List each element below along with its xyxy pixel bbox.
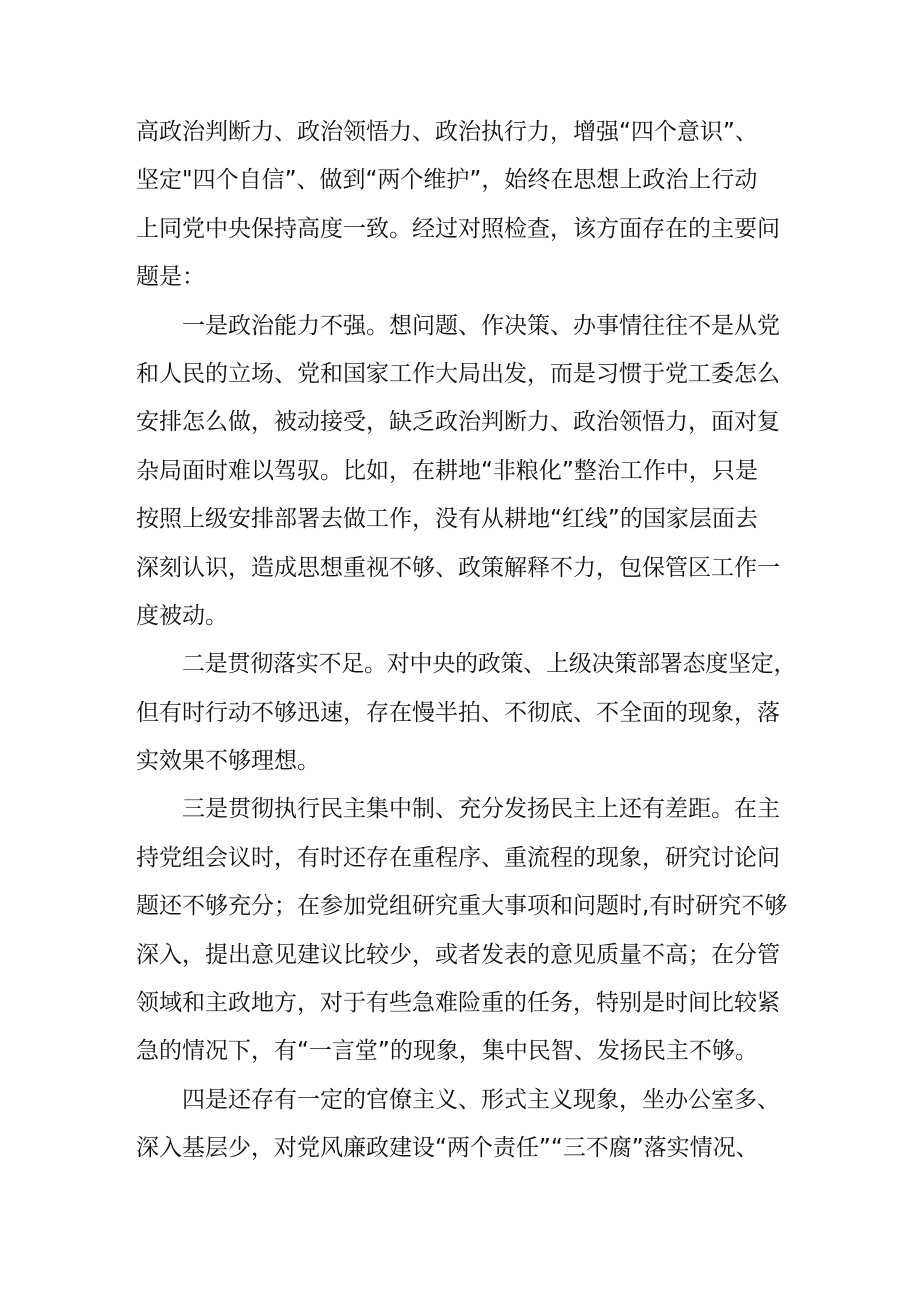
text-line-5: 一是政治能力不强。想问题、作决策、办事情往往不是从党 bbox=[182, 312, 780, 339]
text-line-14: 实效果不够理想。 bbox=[136, 748, 320, 775]
text-line-19: 领域和主政地方，对于有些急难险重的任务，特别是时间比较紧 bbox=[136, 990, 780, 1017]
text-line-4: 题是： bbox=[136, 264, 205, 291]
text-line-15: 三是贯彻执行民主集中制、充分发扬民主上还有差距。在主 bbox=[182, 796, 780, 823]
text-line-1: 高政治判断力、政治领悟力、政治执行力，增强“四个意识”、 bbox=[136, 119, 758, 145]
text-line-9: 按照上级安排部署去做工作，没有从耕地“红线”的国家层面去 bbox=[136, 506, 758, 533]
text-line-3: 上同党中央保持高度一致。经过对照检查，该方面存在的主要问 bbox=[136, 215, 780, 242]
text-line-22: 深入基层少，对党风廉政建设“两个责任”“三不腐”落实情况、 bbox=[136, 1135, 759, 1162]
text-line-8: 杂局面时难以驾驭。比如，在耕地“非粮化”整治工作中，只是 bbox=[136, 457, 758, 484]
text-line-10: 深刻认识，造成思想重视不够、政策解释不力，包保管区工作一 bbox=[136, 554, 780, 581]
text-line-7: 安排怎么做，被动接受，缺乏政治判断力、政治领悟力，面对复 bbox=[136, 409, 780, 436]
text-line-13: 但有时行动不够迅速，存在慢半拍、不彻底、不全面的现象，落 bbox=[136, 699, 780, 726]
text-line-2: 坚定"四个自信”、做到“两个维护”，始终在思想上政治上行动 bbox=[136, 167, 758, 194]
document-body bbox=[136, 108, 796, 1173]
text-line-17: 题还不够充分；在参加党组研究重大事项和问题时,有时研究不够 bbox=[136, 893, 788, 920]
text-line-11: 度被动。 bbox=[136, 602, 228, 629]
text-line-18: 深入，提出意见建议比较少，或者发表的意见质量不高；在分管 bbox=[136, 941, 780, 968]
text-line-12: 二是贯彻落实不足。对中央的政策、上级决策部署态度坚定， bbox=[182, 651, 797, 678]
text-line-20: 急的情况下，有“一言堂”的现象，集中民智、发扬民主不够。 bbox=[136, 1038, 758, 1065]
text-line-16: 持党组会议时，有时还存在重程序、重流程的现象，研究讨论问 bbox=[136, 844, 780, 871]
text-line-21: 四是还存有一定的官僚主义、形式主义现象，坐办公室多、 bbox=[182, 1086, 780, 1113]
text-line-6: 和人民的立场、党和国家工作大局出发，而是习惯于党工委怎么 bbox=[136, 360, 780, 387]
